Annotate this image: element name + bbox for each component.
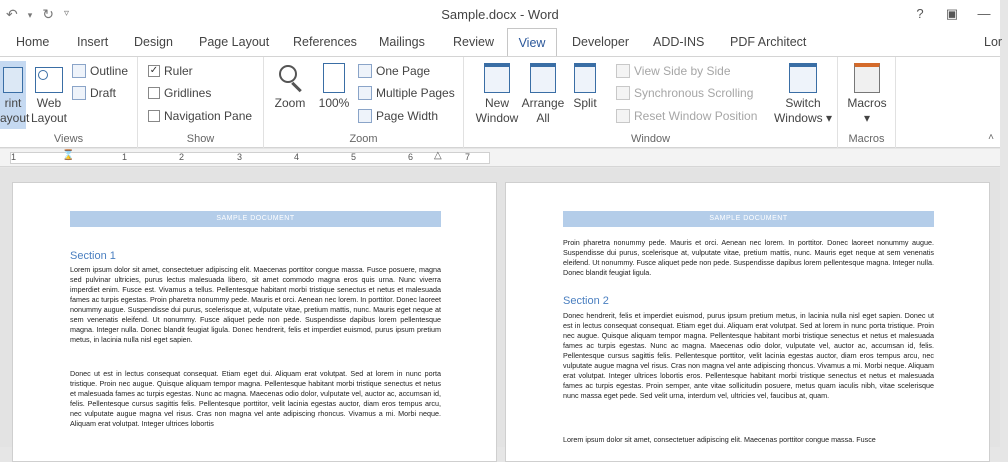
customize-icon[interactable]: ▿ [64, 8, 70, 19]
draft-label: Draft [90, 86, 117, 100]
print-layout-label-2: ayout [0, 111, 30, 125]
outline-icon [72, 64, 86, 78]
navigation-pane-checkbox[interactable] [148, 107, 252, 125]
arrange-all-button[interactable] [520, 61, 566, 126]
multiple-pages-label: Multiple Pages [376, 86, 455, 100]
draft-button[interactable] [72, 84, 116, 102]
reset-window-position-button[interactable] [616, 107, 757, 125]
redo-icon[interactable]: ↻ [42, 6, 54, 22]
views-group [0, 57, 138, 148]
ruler-check-icon: ✓ [149, 65, 159, 76]
web-layout-button[interactable] [28, 61, 70, 126]
macros-label: Macros [847, 96, 887, 110]
right-indent-marker-icon[interactable]: △ [434, 150, 442, 161]
macros-button[interactable] [842, 61, 892, 126]
tab-page-layout[interactable]: Page Layout [199, 35, 270, 49]
window-group-label: Window [630, 133, 671, 145]
switch-windows-label-2: Windows ▾ [773, 111, 833, 125]
reset-window-position-icon [616, 109, 630, 123]
switch-windows-button[interactable] [770, 61, 836, 126]
multiple-pages-icon [358, 86, 372, 100]
gridlines-check-icon [148, 87, 160, 99]
title-bar [0, 0, 1000, 28]
synchronous-scrolling-button[interactable] [616, 84, 753, 102]
page-width-button[interactable] [358, 107, 438, 125]
page-1[interactable] [12, 182, 497, 462]
ruler-number: 3 [237, 152, 243, 162]
switch-windows-label-1: Switch [785, 96, 821, 110]
macros-group-label: Macros [848, 133, 885, 145]
web-layout-icon [35, 67, 63, 93]
view-side-by-side-label: View Side by Side [634, 64, 731, 78]
print-layout-label-1: rint [4, 96, 22, 110]
new-window-button[interactable] [474, 61, 520, 126]
split-label: Split [573, 96, 597, 110]
synchronous-scrolling-icon [616, 86, 630, 100]
page-2-section-heading: Section 2 [563, 295, 609, 307]
navigation-pane-label: Navigation Pane [164, 109, 253, 123]
page-2-paragraph-3: Lorem ipsum dolor sit amet, consectetuer adipiscing elit. Maecenas porttitor congue massa. Fusce [563, 435, 876, 444]
web-layout-label-2: Layout [30, 111, 68, 125]
arrange-all-icon [530, 63, 556, 93]
one-page-label: One Page [376, 64, 431, 78]
ruler-label: Ruler [164, 64, 193, 78]
reset-window-position-label: Reset Window Position [634, 109, 758, 123]
print-layout-button[interactable] [0, 61, 30, 129]
split-icon [574, 63, 596, 93]
view-side-by-side-button[interactable] [616, 62, 731, 80]
macros-dropdown-icon: ▾ [863, 111, 871, 125]
navigation-pane-check-icon [148, 110, 160, 122]
zoom-group-label: Zoom [349, 133, 378, 145]
print-layout-icon [3, 67, 23, 93]
draft-icon [72, 86, 86, 100]
zoom-100-icon [323, 63, 345, 93]
one-page-button[interactable] [358, 62, 430, 80]
tab-insert[interactable]: Insert [77, 35, 109, 49]
tab-view[interactable]: View [507, 28, 557, 57]
page-width-label: Page Width [376, 109, 439, 123]
ruler-number: 1 [11, 152, 17, 162]
view-side-by-side-icon [616, 64, 630, 78]
macros-group [838, 57, 896, 148]
ruler-number: 5 [351, 152, 357, 162]
page-2-banner: SAMPLE DOCUMENT [563, 211, 934, 227]
indent-marker-icon[interactable]: ⌛ [62, 150, 75, 161]
new-window-label-2: Window [475, 111, 519, 125]
page-2-paragraph-1: Proin pharetra nonummy pede. Mauris et orci. Aenean nec lorem. In porttitor. Donec laoreet nonummy augue. Suspendisse dui purus, scelerisque at, vulputate vitae, pretium mattis, nunc. Mauris eget neque at sem venenatis eleifend. Ut nonummy. Fusce aliquet pede non pede. Suspendisse dapibus lorem pellentesque magna. Integer nulla. Donec blandit feugiat ligula. [563, 238, 934, 277]
account-name[interactable]: Lor [984, 35, 1003, 49]
new-window-label-1: New [484, 96, 509, 110]
window-group [464, 57, 838, 148]
tab-pdf-architect[interactable]: PDF Architect [730, 35, 807, 49]
show-group [138, 57, 264, 148]
one-page-icon [358, 64, 372, 78]
page-width-icon [358, 109, 372, 123]
undo-icon[interactable]: ↶ [6, 6, 18, 22]
page-1-paragraph-2: Donec ut est in lectus consequat consequat. Etiam eget dui. Aliquam erat volutpat. Sed at lorem in nunc porta tristique. Proin nec augue. Quisque aliquam tempor magna. Pellentesque habitant morbi tristique senectus et netus et malesuada fames ac turpis egestas. Nunc ac magna. Maecenas odio dolor, vulputate vel, auctor ac, accumsan id, felis. Pellentesque cursus sagittis felis. Pellentesque porttitor, velit lacinia egestas auctor, diam eros tempus arcu, nec vulputate augue magna vel risus. Cras non magna vel ante adipiscing rhoncus. Vivamus a mi. Morbi neque. Aliquam erat volutpat. Integer ultrices lobortis [70, 369, 441, 428]
page-1-section-heading: Section 1 [70, 250, 116, 262]
tab-review[interactable]: Review [453, 35, 494, 49]
arrange-all-label-2: All [536, 111, 550, 125]
macros-icon [854, 63, 880, 93]
tab-mailings[interactable]: Mailings [379, 35, 425, 49]
collapse-ribbon-icon[interactable]: ˄ [988, 132, 994, 143]
synchronous-scrolling-label: Synchronous Scrolling [634, 86, 754, 100]
window-title: Sample.docx - Word [441, 7, 559, 22]
switch-windows-icon [789, 63, 817, 93]
ribbon-display-options-button[interactable]: ▣ [945, 6, 959, 21]
zoom-100-label: 100% [318, 96, 350, 110]
arrange-all-label-1: Arrange [521, 96, 565, 110]
tab-home[interactable]: Home [16, 35, 50, 49]
gridlines-label: Gridlines [164, 86, 212, 100]
views-group-label: Views [53, 133, 84, 145]
new-window-icon [484, 63, 510, 93]
help-button[interactable]: ? [916, 6, 924, 21]
horizontal-ruler[interactable] [0, 149, 1000, 167]
zoom-button[interactable] [270, 61, 310, 111]
split-button[interactable] [566, 61, 604, 111]
page-1-banner: SAMPLE DOCUMENT [70, 211, 441, 227]
ruler-checkbox[interactable] [148, 62, 193, 80]
ruler-bar [10, 152, 490, 164]
tab-references[interactable]: References [293, 35, 357, 49]
page-1-paragraph-1: Lorem ipsum dolor sit amet, consectetuer adipiscing elit. Maecenas porttitor congue massa. Fusce posuere, magna sed pulvinar ultricies, purus lectus malesuada libero, sit amet commodo magna eros quis urna. Nunc viverra imperdiet enim. Fusce est. Vivamus a tellus. Pellentesque habitant morbi tristique senectus et netus et malesuada fames ac turpis egestas. Proin pharetra nonummy pede. Mauris et orci. Aenean nec lorem. In porttitor. Donec laoreet nonummy augue. Suspendisse dui purus, scelerisque at, vulputate vitae, pretium mattis, nunc. Mauris eget neque at sem venenatis eleifend. Ut nonummy. Fusce aliquet pede non pede. Suspendisse dapibus lorem pellentesque magna. Integer nulla. Donec blandit feugiat ligula. Donec hendrerit, felis et imperdiet euismod, purus ipsum pretium metus, in lacinia nulla nisl eget sapien. [70, 265, 441, 344]
zoom-100-button[interactable] [314, 61, 354, 111]
show-group-label: Show [186, 133, 215, 145]
page-2[interactable] [505, 182, 990, 462]
ruler-number: 4 [294, 152, 300, 162]
document-area[interactable] [0, 168, 1000, 447]
ruler-number: 6 [408, 152, 414, 162]
dropdown-arrow-icon[interactable]: ▾ [27, 10, 33, 20]
zoom-label: Zoom [274, 96, 306, 110]
gridlines-checkbox[interactable] [148, 84, 211, 102]
tab-add-ins[interactable]: ADD-INS [653, 35, 705, 49]
ruler-number: 1 [122, 152, 128, 162]
zoom-group [264, 57, 464, 148]
tab-design[interactable]: Design [134, 35, 173, 49]
outline-label: Outline [90, 64, 129, 78]
multiple-pages-button[interactable] [358, 84, 455, 102]
ribbon [0, 56, 1000, 148]
web-layout-label-1: Web [36, 96, 62, 110]
ruler-number: 7 [465, 152, 471, 162]
ribbon-tabs [0, 28, 1003, 56]
minimize-button[interactable]: — [977, 6, 991, 21]
page-2-paragraph-2: Donec hendrerit, felis et imperdiet euismod, purus ipsum pretium metus, in lacinia nulla nisl eget sapien. Donec ut est in lectus consequat consequat. Etiam eget dui. Aliquam erat volutpat. Sed at lorem in nunc porta tristique. Proin nec augue. Quisque aliquam tempor magna. Pellentesque habitant morbi tristique senectus et netus et malesuada fames ac turpis egestas. Nunc ac magna. Maecenas odio dolor, vulputate vel, auctor ac, accumsan id, felis. Pellentesque cursus sagittis felis. Pellentesque porttitor, velit lacinia egestas auctor, diam eros tempus arcu, nec vulputate augue magna vel risus. Cras non magna vel ante adipiscing rhoncus. Vivamus a mi. Morbi neque. Aliquam erat volutpat. Integer ultrices lobortis eros. Pellentesque habitant morbi tristique senectus et netus et malesuada fames ac turpis egestas. Proin semper, ante vitae sollicitudin posuere, metus quam iaculis nibh, vitae scelerisque nunc massa eget pede. Sed velit urna, interdum vel, ultricies vel, faucibus at, quam. [563, 311, 934, 400]
outline-button[interactable] [72, 62, 128, 80]
ruler-number: 2 [179, 152, 185, 162]
magnifier-icon [277, 63, 303, 93]
tab-developer[interactable]: Developer [572, 35, 629, 49]
